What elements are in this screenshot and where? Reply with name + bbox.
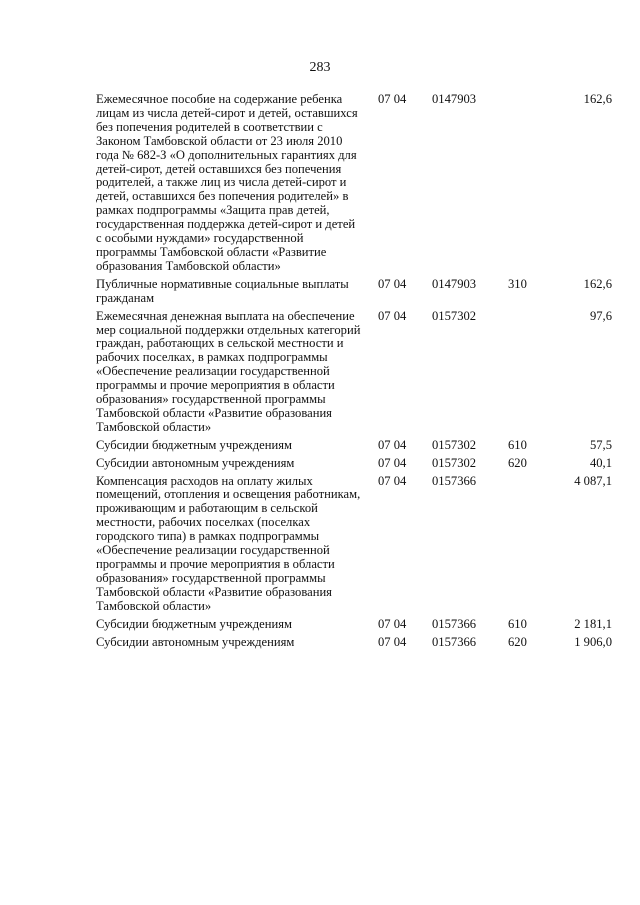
row-name: Субсидии автономным учреждениям (96, 455, 295, 470)
row-name: Ежемесячная денежная выплата на обеспечение мер социальной поддержки отдельных категорий граждан, работающих в сельской местности и рабочих поселках, в рамках подпрограммы «Обеспечение реализации государственной программы и прочие мероприятия в области образования» государственной программы Тамбовской области «Развитие образования Тамбовской области» (96, 308, 361, 434)
row-expense-kind (504, 471, 546, 614)
row-section: 07 04 (378, 634, 407, 649)
row-expense-kind: 610 (508, 437, 527, 452)
row-name: Субсидии бюджетным учреждениям (96, 616, 292, 631)
table-row (96, 614, 612, 632)
row-section: 07 04 (378, 308, 407, 323)
row-target-code: 0157302 (432, 437, 477, 452)
table-row (96, 435, 612, 453)
row-amount: 2 181,1 (574, 616, 612, 631)
row-expense-kind (504, 306, 546, 435)
row-expense-kind: 310 (508, 276, 527, 291)
row-expense-kind: 620 (508, 455, 527, 470)
row-expense-kind (504, 93, 546, 274)
row-name: Публичные нормативные социальные выплаты гражданам (96, 276, 349, 305)
row-target-code: 0147903 (432, 276, 477, 291)
row-section: 07 04 (378, 616, 407, 631)
page-number: 283 (309, 60, 331, 75)
row-target-code: 0157366 (432, 634, 477, 649)
row-target-code: 0147903 (432, 92, 477, 106)
row-expense-kind: 610 (508, 616, 527, 631)
row-name: Компенсация расходов на оплату жилых помещений, отопления и освещения работникам, проживающим и работающим в сельской местности, рабочих поселках (поселках городского типа) в рамках подпрограммы «Обеспечение реализации государственной программы и прочие мероприятия в области образования» государственной программы Тамбовской области «Развитие образования Тамбовской области» (96, 473, 361, 613)
budget-table (96, 93, 612, 649)
row-name: Субсидии бюджетным учреждениям (96, 437, 292, 452)
row-target-code: 0157366 (432, 473, 477, 488)
table-row (96, 93, 612, 274)
row-amount: 40,1 (589, 455, 612, 470)
row-section: 07 04 (378, 437, 407, 452)
row-amount: 162,6 (583, 92, 612, 106)
row-target-code: 0157302 (432, 455, 477, 470)
table-row (96, 632, 612, 650)
row-amount: 162,6 (583, 276, 612, 291)
row-target-code: 0157302 (432, 308, 477, 323)
table-row (96, 471, 612, 614)
row-section: 07 04 (378, 473, 407, 488)
row-target-code: 0157366 (432, 616, 477, 631)
row-section: 07 04 (378, 455, 407, 470)
table-row (96, 274, 612, 306)
row-name: Субсидии автономным учреждениям (96, 634, 295, 649)
row-amount: 1 906,0 (574, 634, 612, 649)
row-section: 07 04 (378, 276, 407, 291)
table-row (96, 453, 612, 471)
row-expense-kind: 620 (508, 634, 527, 649)
row-section: 07 04 (378, 92, 407, 106)
row-amount: 57,5 (589, 437, 612, 452)
row-name: Ежемесячное пособие на содержание ребенка лицам из числа детей-сирот и детей, оставшихся без попечения родителей в соответствии с Законом Тамбовской области от 23 июля 2010 года № 682-З «О дополнительных гарантиях для детей-сирот, детей оставшихся без попечения родителей, а также лиц из числа детей-сирот и детей, оставшихся без попечения родителей» в рамках подпрограммы «Защита прав детей, государственная поддержка детей-сирот и детей с особыми нуждами» государственной программы Тамбовской области «Развитие образования Тамбовской области» (96, 92, 358, 273)
row-amount: 97,6 (589, 308, 612, 323)
table-row (96, 306, 612, 435)
row-amount: 4 087,1 (574, 473, 612, 488)
